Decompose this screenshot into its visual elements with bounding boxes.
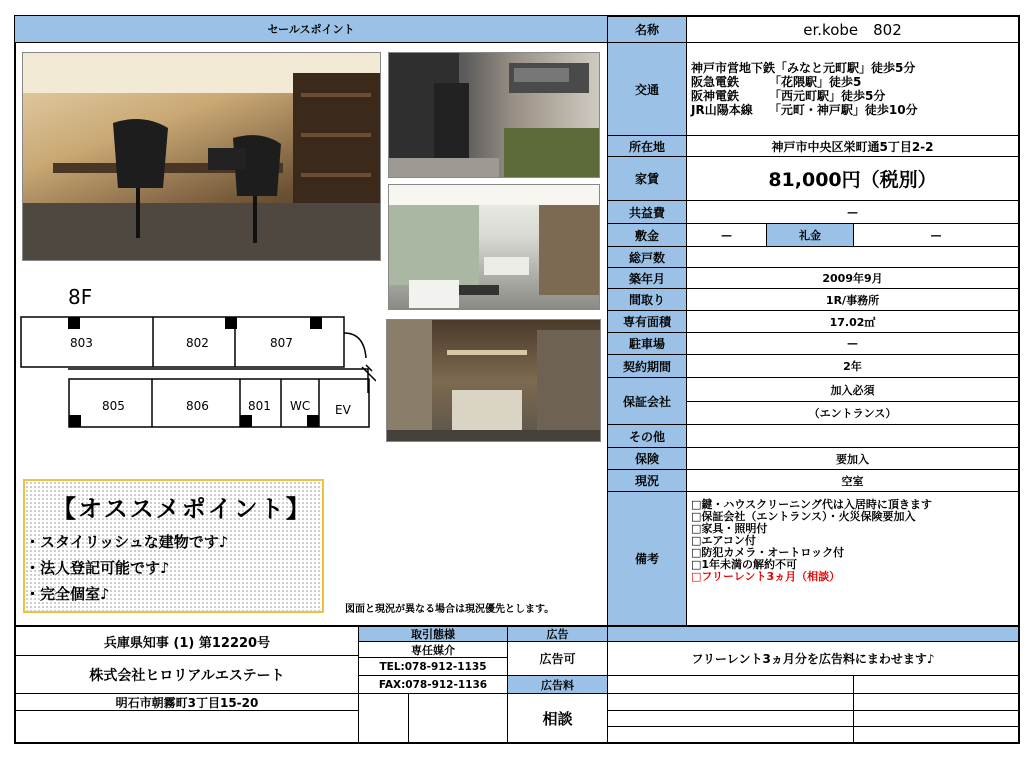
floor-label: 8F [68,285,93,309]
property-name: er.kobe 802 [686,16,1019,43]
license-number: 兵庫県知事 (1) 第12220号 [15,626,359,656]
name-label: 名称 [607,16,687,43]
remark-item: □鍵・ハウスクリーニング代は入居時に頂きます [691,498,932,511]
remark-item-free-rent: □フリーレント3ヵ月（相談） [691,570,841,583]
deposit-label: 敷金 [607,223,687,247]
parking-label: 駐車場 [607,332,687,355]
blank-cell [853,693,1019,711]
reception-photo [386,319,601,442]
tel-number: TEL:078-912-1135 [358,657,508,676]
recommend-line: ・スタイリッシュな建物です♪ [25,533,229,551]
ad-fee-label: 広告料 [507,675,608,694]
remarks-list [686,491,1019,626]
contract-value: 2年 [686,354,1019,378]
guarantee-value: 加入必須 [686,377,1019,402]
blank-cell [853,726,1019,743]
lobby-photo [388,184,600,310]
insurance-label: 保険 [607,447,687,470]
rent-label: 家賃 [607,156,687,201]
remark-item: □1年未満の解約不可 [691,558,798,571]
deal-type-label: 取引態様 [358,626,508,642]
sales-point-header [15,16,608,43]
other-value [686,424,1019,448]
blank-cell [408,693,508,743]
common-fee-value: — [686,200,1019,224]
blank-cell [607,726,854,743]
sales-point-title: セールスポイント [267,23,355,36]
deposit-value: — [686,223,767,247]
address-label: 所在地 [607,135,687,157]
blank-cell [358,693,409,743]
office-chairs-illustration [23,53,381,261]
parking-value: — [686,332,1019,355]
lobby-sofa-illustration [389,185,600,310]
office-interior-photo [22,52,381,261]
area-label: 専有面積 [607,310,687,333]
room-807: 807 [270,336,293,350]
recommend-box [23,479,324,613]
blank-cell [15,710,359,743]
total-units-label: 総戸数 [607,246,687,268]
contract-label: 契約期間 [607,354,687,378]
rent-value: 81,000円（税別） [686,156,1019,201]
room-803: 803 [70,336,93,350]
remark-item: □保証会社（エントランス）・火災保険要加入 [691,510,916,523]
recommend-title: 【オススメポイント】 [52,495,312,523]
address-value: 神戸市中央区栄町通5丁目2-2 [686,135,1019,157]
room-805: 805 [102,399,125,413]
ad-label: 広告 [507,626,608,642]
key-money-value: — [853,223,1019,247]
status-value: 空室 [686,469,1019,492]
blank-cell [607,693,854,711]
ad-note: フリーレント3ヵ月分を広告料にまわせます♪ [607,641,1019,676]
deal-type-value: 専任媒介 [358,641,508,658]
blank-cell [607,675,854,694]
room-801: 801 [248,399,271,413]
fax-number: FAX:078-912-1136 [358,675,508,694]
status-label: 現況 [607,469,687,492]
transport-line: 阪神電鉄 「西元町駅」徒歩5分 [691,89,886,103]
insurance-value: 要加入 [686,447,1019,470]
transport-line: 神戸市営地下鉄「みなと元町駅」徒歩5分 [691,61,916,75]
room-802: 802 [186,336,209,350]
remark-item: □防犯カメラ・オートロック付 [691,546,845,559]
room-wc: WC [290,399,311,413]
guarantee-label: 保証会社 [607,377,687,425]
key-money-label: 礼金 [766,223,854,247]
transport-line: 阪急電鉄 「花隈駅」徒歩5 [691,75,862,89]
ad-allowed: 広告可 [507,641,608,676]
total-units-value [686,246,1019,268]
room-ev: EV [335,403,351,417]
blank-cell [607,710,854,727]
blank-cell [853,710,1019,727]
ad-note-header [607,626,1019,642]
transport-list [686,42,1019,136]
area-value: 17.02㎡ [686,310,1019,333]
remarks-label: 備考 [607,491,687,626]
built-label: 築年月 [607,267,687,289]
ad-fee-value: 相談 [507,693,608,743]
reception-counter-illustration [387,320,601,442]
transport-line: JR山陽本線 「元町・神戸駅」徒歩10分 [691,103,918,117]
layout-label: 間取り [607,288,687,311]
recommend-line: ・完全個室♪ [25,585,110,603]
blank-cell [853,675,1019,694]
remark-item: □家具・照明付 [691,522,768,535]
layout-value: 1R/事務所 [686,288,1019,311]
company-address: 明石市朝霧町3丁目15-20 [15,693,359,711]
recommend-line: ・法人登記可能です♪ [25,559,170,577]
company-name: 株式会社ヒロリアルエステート [15,655,359,694]
building-facade-illustration [389,53,600,178]
room-806: 806 [186,399,209,413]
common-fee-label: 共益費 [607,200,687,224]
transport-label: 交通 [607,42,687,136]
other-label: その他 [607,424,687,448]
guarantee-company: （エントランス） [686,401,1019,425]
built-value: 2009年9月 [686,267,1019,289]
building-entrance-photo [388,52,600,178]
remark-item: □エアコン付 [691,534,756,547]
priority-note: 図面と現況が異なる場合は現況優先とします。 [345,604,555,615]
